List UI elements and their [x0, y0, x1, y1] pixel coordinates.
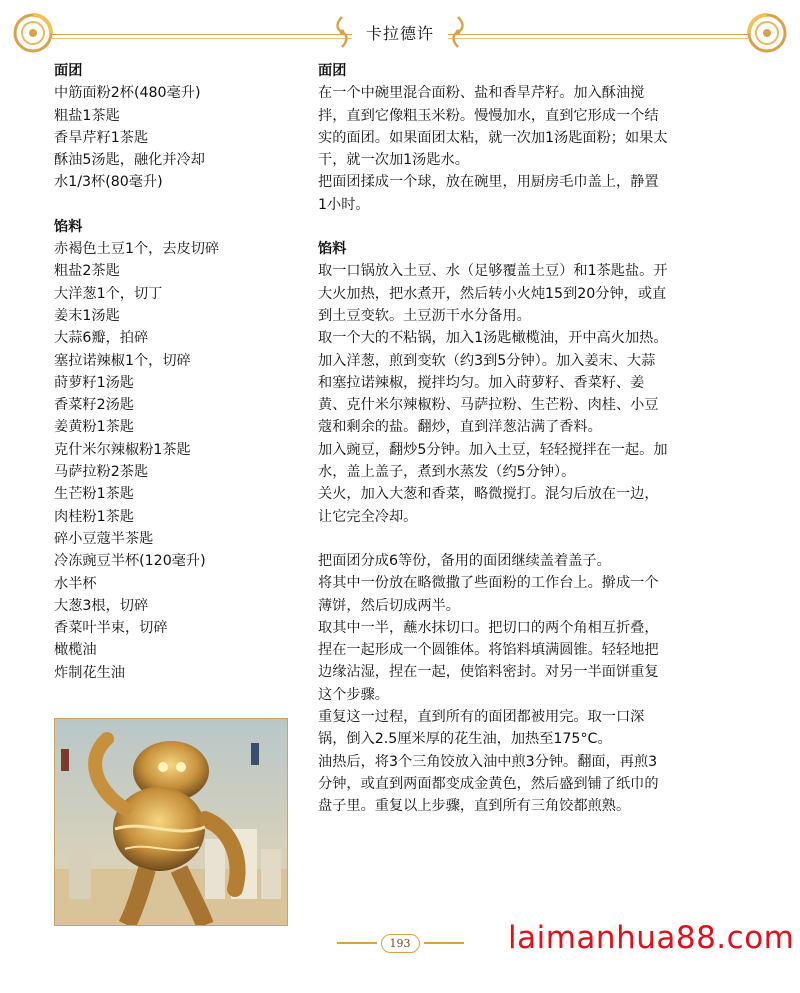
- filling-ingredient-list: [54, 238, 294, 684]
- filigree-ornament-icon: [448, 15, 468, 49]
- list-item: 赤褐色土豆1个，去皮切碎: [54, 241, 220, 258]
- list-item: 塞拉诺辣椒1个，切碎: [54, 352, 191, 369]
- text-line: 取一个大的不粘锅，加入1汤匙橄榄油，开中高火加热。: [318, 330, 668, 347]
- page-number: 193: [381, 934, 420, 953]
- list-item: 香旱芹籽1茶匙: [54, 129, 149, 146]
- dough-method-heading: 面团: [318, 63, 347, 79]
- list-item: 大洋葱1个，切丁: [54, 285, 163, 302]
- list-item: 酥油5汤匙，融化并冷却: [54, 152, 205, 169]
- text-line: 捏在一起形成一个圆锥体。将馅料填满圆锥。轻轻地把: [318, 642, 659, 659]
- text-line: 取其中一半，蘸水抹切口。把切口的两个角相互折叠，: [318, 619, 659, 636]
- page-number-badge: [300, 928, 500, 958]
- text-line: 1小时。: [318, 196, 370, 213]
- text-line: 重复这一过程，直到所有的面团都被用完。取一口深: [318, 709, 645, 726]
- text-line: 边缘沾湿，捏在一起，使馅料密封。对另一半面饼重复: [318, 664, 659, 681]
- text-line: 大火加热，把水煮开，然后转小火炖15到20分钟，或直: [318, 285, 667, 302]
- text-line: 取一口锅放入土豆、水（足够覆盖土豆）和1茶匙盐。开: [318, 263, 668, 280]
- list-item: 大葱3根，切碎: [54, 597, 149, 614]
- list-item: 姜末1汤匙: [54, 307, 120, 324]
- list-item: 莳萝籽1汤匙: [54, 374, 134, 391]
- filigree-ornament-icon: [332, 15, 352, 49]
- list-item: 冷冻豌豆半杯(120毫升): [54, 553, 206, 570]
- list-item: 水半杯: [54, 575, 97, 592]
- dough-ingredients-heading: 面团: [54, 63, 83, 79]
- page-title: 卡拉德许: [352, 21, 448, 44]
- list-item: 姜黄粉1茶匙: [54, 419, 134, 436]
- text-line: 加入洋葱，煎到变软（约3到5分钟）。加入姜末、大蒜: [318, 352, 656, 369]
- golem-artwork: [55, 719, 287, 925]
- list-item: 香菜叶半束，切碎: [54, 620, 168, 637]
- text-line: 水，盖上盖子，煮到水蒸发（约5分钟）。: [318, 464, 576, 481]
- text-line: 拌，直到它像粗玉米粉。慢慢加水，直到它形成一个结: [318, 107, 659, 124]
- text-line: 将其中一份放在略微撒了些面粉的工作台上。擀成一个: [318, 575, 659, 592]
- text-line: 干，就一次加1汤匙水。: [318, 152, 469, 169]
- ornament-wing: [424, 942, 464, 944]
- text-line: 把面团分成6等份，备用的面团继续盖着盖子。: [318, 552, 611, 569]
- filling-ingredients-heading: 馅料: [54, 218, 83, 235]
- text-line: 这个步骤。: [318, 686, 389, 703]
- list-item: 生芒粉1茶匙: [54, 486, 134, 503]
- assembly-method-text: [318, 550, 738, 818]
- dough-method-text: [318, 82, 738, 216]
- list-item: 炸制花生油: [54, 664, 125, 681]
- text-line: 让它完全冷却。: [318, 508, 418, 525]
- list-item: 粗盐1茶匙: [54, 107, 120, 124]
- text-line: 实的面团。如果面团太粘，就一次加1汤匙面粉；如果太: [318, 129, 668, 146]
- list-item: 水1/3杯(80毫升): [54, 174, 163, 191]
- list-item: 肉桂粉1茶匙: [54, 508, 134, 525]
- text-line: 盘子里。重复以上步骤，直到所有三角饺都煎熟。: [318, 798, 631, 815]
- watermark-text: laimanhua88.com: [508, 920, 795, 956]
- text-line: 关火，加入大葱和香菜，略微搅打。混匀后放在一边，: [318, 486, 659, 503]
- text-line: 和塞拉诺辣椒，搅拌均匀。加入莳萝籽、香菜籽、姜: [318, 374, 645, 391]
- text-line: 蔻和剩余的盐。翻炒，直到洋葱沾满了香料。: [318, 419, 602, 436]
- text-line: 加入豌豆，翻炒5分钟。加入土豆，轻轻搅拌在一起。加: [318, 441, 668, 458]
- text-line: 油热后，将3个三角饺放入油中煎3分钟。翻面，再煎3: [318, 753, 658, 770]
- header-title-box: [320, 15, 480, 49]
- list-item: 克什米尔辣椒粉1茶匙: [54, 441, 191, 458]
- method-column: [318, 60, 738, 818]
- text-line: 黄、克什米尔辣椒粉、马萨拉粉、生芒粉、肉桂、小豆: [318, 397, 659, 414]
- filigree-corner-icon: [4, 4, 62, 62]
- text-line: 把面团揉成一个球，放在碗里，用厨房毛巾盖上，静置: [318, 174, 659, 191]
- ornament-wing: [337, 942, 377, 944]
- ingredients-column: [54, 60, 294, 684]
- artwork-illustration: [54, 718, 288, 926]
- text-line: 锅，倒入2.5厘米厚的花生油，加热至175°C。: [318, 731, 612, 748]
- text-line: 薄饼，然后切成两半。: [318, 597, 460, 614]
- list-item: 马萨拉粉2茶匙: [54, 464, 149, 481]
- list-item: 中筋面粉2杯(480毫升): [54, 85, 201, 102]
- filling-method-text: [318, 260, 738, 528]
- list-item: 橄榄油: [54, 642, 97, 659]
- filigree-corner-icon: [738, 4, 796, 62]
- list-item: 大蒜6瓣，拍碎: [54, 330, 149, 347]
- dough-ingredient-list: [54, 82, 294, 193]
- filling-method-heading: 馅料: [318, 241, 347, 258]
- list-item: 香菜籽2汤匙: [54, 397, 134, 414]
- text-line: 在一个中碗里混合面粉、盐和香旱芹籽。加入酥油搅: [318, 85, 645, 102]
- text-line: 分钟，或直到两面都变成金黄色，然后盛到铺了纸巾的: [318, 775, 659, 792]
- text-line: 到土豆变软。土豆沥干水分备用。: [318, 307, 531, 324]
- list-item: 碎小豆蔻半茶匙: [54, 530, 154, 547]
- list-item: 粗盐2茶匙: [54, 263, 120, 280]
